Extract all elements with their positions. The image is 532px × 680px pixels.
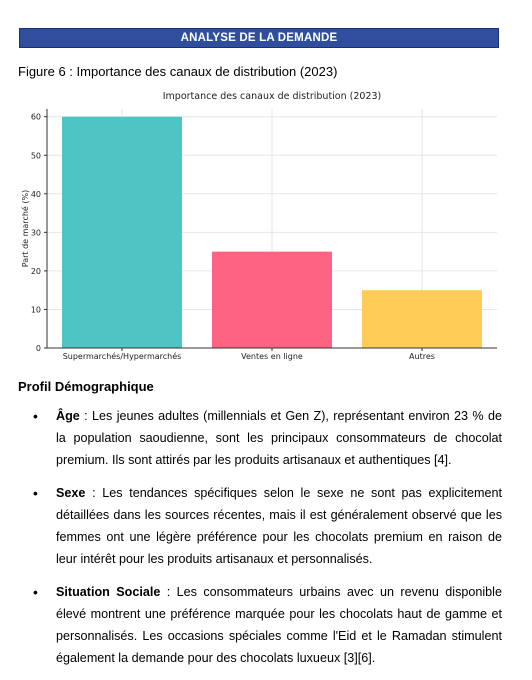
figure-caption: Figure 6 : Importance des canaux de distribution (2023): [18, 64, 338, 79]
list-item-label: Situation Sociale: [56, 585, 161, 599]
list-item-label: Sexe: [56, 486, 86, 500]
chart-title: Importance des canaux de distribution (2023): [162, 91, 382, 102]
bullet-icon: •: [33, 485, 38, 501]
list-item-text: : Les jeunes adultes (millennials et Gen Z), représentant environ 23 % de la population saoudienne, sont les principaux consommateurs de chocolat premium. Ils sont attirés par les produits artisanaux et authentiques [4].: [56, 409, 502, 467]
x-tick-label: Autres: [409, 352, 435, 361]
section-header-title: ANALYSE DE LA DEMANDE: [180, 32, 338, 44]
bar: [362, 290, 482, 348]
y-tick-label: 60: [30, 112, 41, 122]
y-axis-label: Part de marché (%): [21, 189, 30, 268]
y-tick-label: 20: [30, 266, 41, 276]
y-tick-label: 0: [35, 344, 41, 353]
list-item: [30, 405, 502, 471]
list-item-label: Âge: [56, 409, 80, 423]
profile-title: Profil Démographique: [18, 379, 154, 394]
section-header: [19, 28, 499, 48]
bar-chart-svg: [18, 86, 518, 368]
x-tick-label: Supermarchés/Hypermarchés: [62, 352, 182, 361]
bullet-icon: •: [33, 584, 38, 600]
list-item-text: : Les tendances spécifiques selon le sexe ne sont pas explicitement détaillées dans les sources récentes, mais il est généralement observé que les femmes ont une légère préférence pour les chocolats premium en raison de leur intérêt pour les produits artisanaux et personnalisés.: [56, 486, 502, 566]
y-tick-label: 10: [30, 305, 41, 315]
y-tick-label: 40: [30, 189, 41, 199]
y-tick-label: 50: [30, 151, 41, 161]
bullet-icon: •: [33, 408, 38, 424]
list-item-text: : Les consommateurs urbains avec un revenu disponible élevé montrent une préférence marquée pour les chocolats haut de gamme et personnalisés. Les occasions spéciales comme l'Eid et le Ramadan stimulent également la demande pour des chocolats luxueux [3][6].: [56, 585, 502, 665]
list-item: [30, 482, 502, 570]
bar: [212, 252, 332, 348]
distribution-chart: [18, 86, 518, 368]
profile-list: [30, 405, 502, 680]
y-tick-label: 30: [30, 228, 41, 238]
x-tick-label: Ventes en ligne: [241, 352, 303, 361]
list-item: [30, 581, 502, 669]
bar: [62, 117, 182, 348]
